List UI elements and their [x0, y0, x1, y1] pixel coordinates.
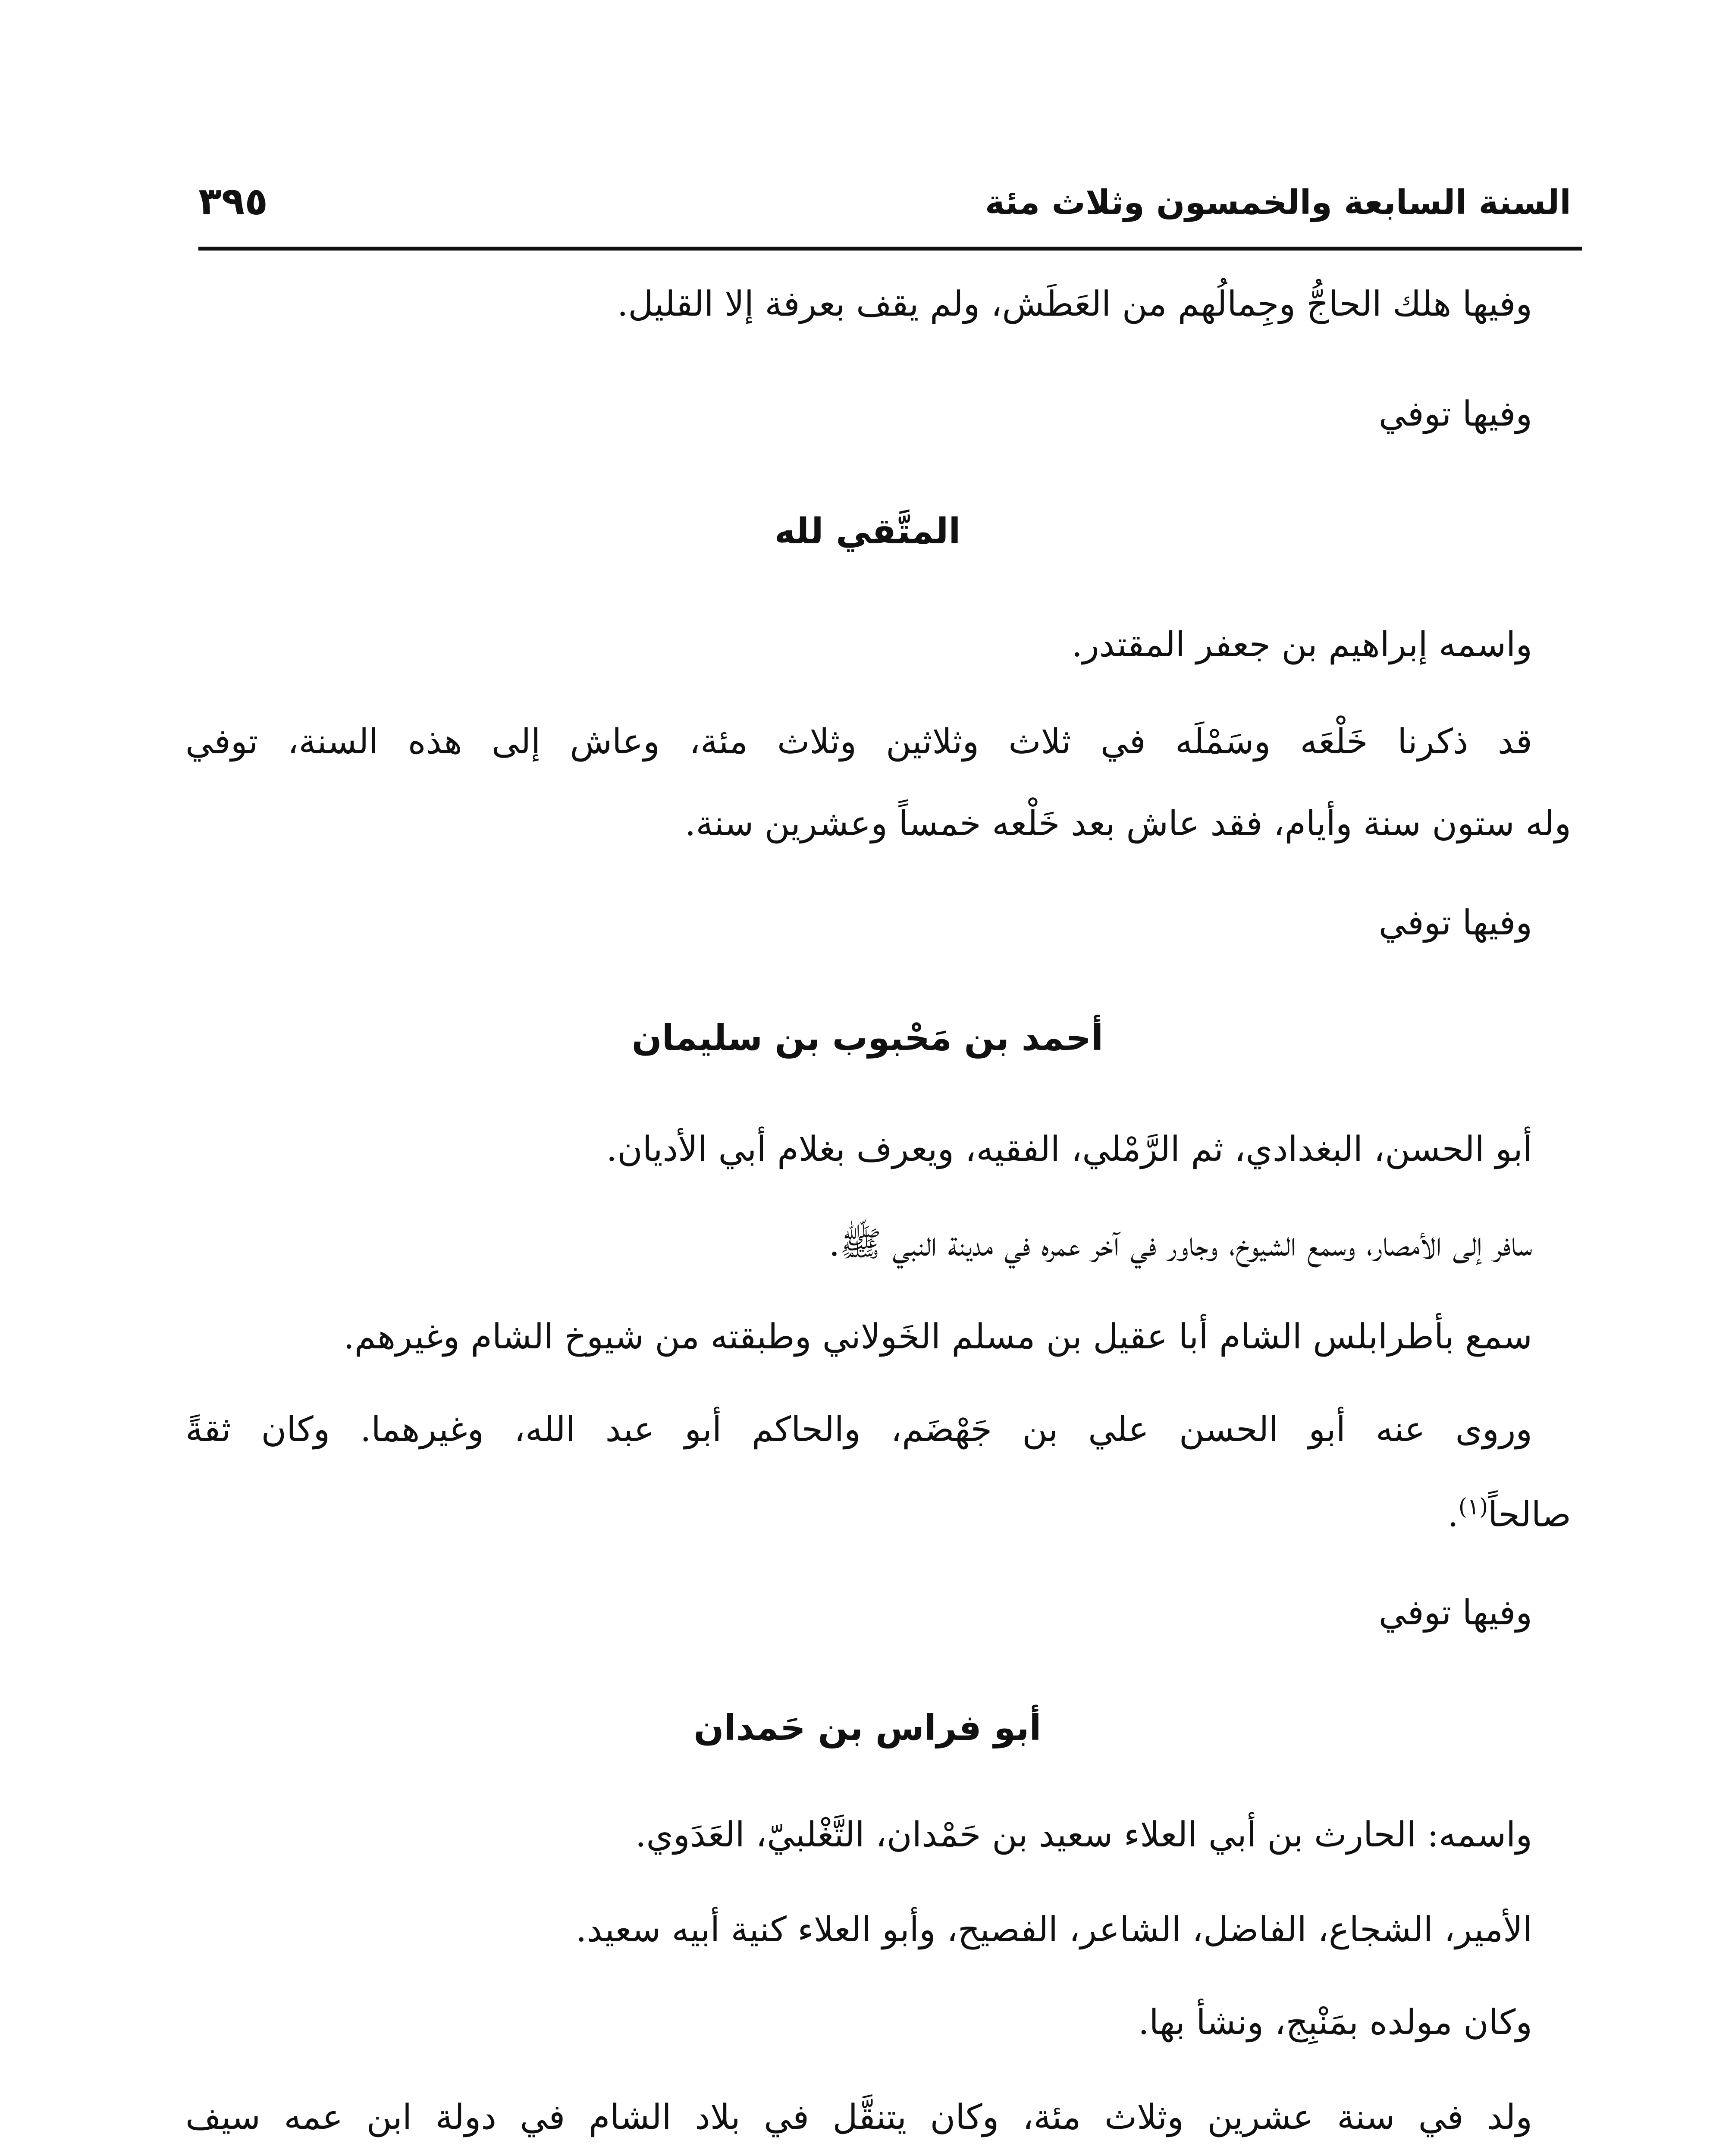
header-rule — [198, 247, 1582, 251]
paragraph-line: وله ستون سنة وأيام، فقد عاش بعد خَلْعه خمساً وعشرين سنة. — [684, 803, 1571, 843]
paragraph-line: وروى عنه أبو الحسن علي بن جَهْضَم، والحاكم أبو عبد الله، وغيرهما. وكان ثقةً — [185, 1409, 1532, 1449]
paragraph-line: واسمه: الحارث بن أبي العلاء سعيد بن حَمْدان، التَّغْلبيّ، العَدَوي. — [635, 1814, 1532, 1855]
page-number: ٣٩٥ — [198, 179, 268, 223]
footnote-reference: (١) — [1458, 1494, 1488, 1520]
running-header-title: السنة السابعة والخمسون وثلاث مئة — [985, 183, 1571, 222]
paragraph-line — [1447, 1483, 1571, 1539]
paragraph-line: وفيها هلك الحاجُّ وجِمالُهم من العَطَش، ولم يقف بعرفة إلا القليل. — [617, 284, 1532, 324]
paragraph-text: صالحاً — [1488, 1494, 1571, 1535]
paragraph-line: سافر إلى الأمصار، وسمع الشيوخ، وجاور في آخر عمره في مدينة النبي ﷺ. — [828, 1224, 1532, 1264]
paragraph-line: سمع بأطرابلس الشام أبا عقيل بن مسلم الخَولاني وطبقته من شيوخ الشام وغيرهم. — [343, 1316, 1532, 1357]
section-heading: أبو فراس بن حَمدان — [693, 1708, 1042, 1749]
paragraph-line: قد ذكرنا خَلْعَه وسَمْلَه في ثلاث وثلاثين وثلاث مئة، وعاش إلى هذه السنة، توفي — [185, 721, 1533, 761]
paragraph-line: واسمه إبراهيم بن جعفر المقتدر. — [1071, 624, 1532, 664]
paragraph-line: وفيها توفي — [1378, 1592, 1532, 1633]
paragraph-line: وفيها توفي — [1378, 394, 1532, 434]
section-heading: أحمد بن مَحْبوب بن سليمان — [631, 1018, 1104, 1059]
section-heading: المتَّقي لله — [774, 511, 961, 552]
paragraph-line: الأمير، الشجاع، الفاضل، الشاعر، الفصيح، وأبو العلاء كنية أبيه سعيد. — [575, 1909, 1532, 1949]
paragraph-line: وفيها توفي — [1378, 903, 1532, 943]
paragraph-text: . — [1447, 1494, 1459, 1535]
paragraph-line: ولد في سنة عشرين وثلاث مئة، وكان يتنقَّل في بلاد الشام في دولة ابن عمه سيف — [185, 2097, 1532, 2137]
paragraph-line: أبو الحسن، البغدادي، ثم الرَّمْلي، الفقيه، ويعرف بغلام أبي الأديان. — [606, 1129, 1532, 1169]
paragraph-line: وكان مولده بمَنْبِج، ونشأ بها. — [1138, 2002, 1532, 2042]
